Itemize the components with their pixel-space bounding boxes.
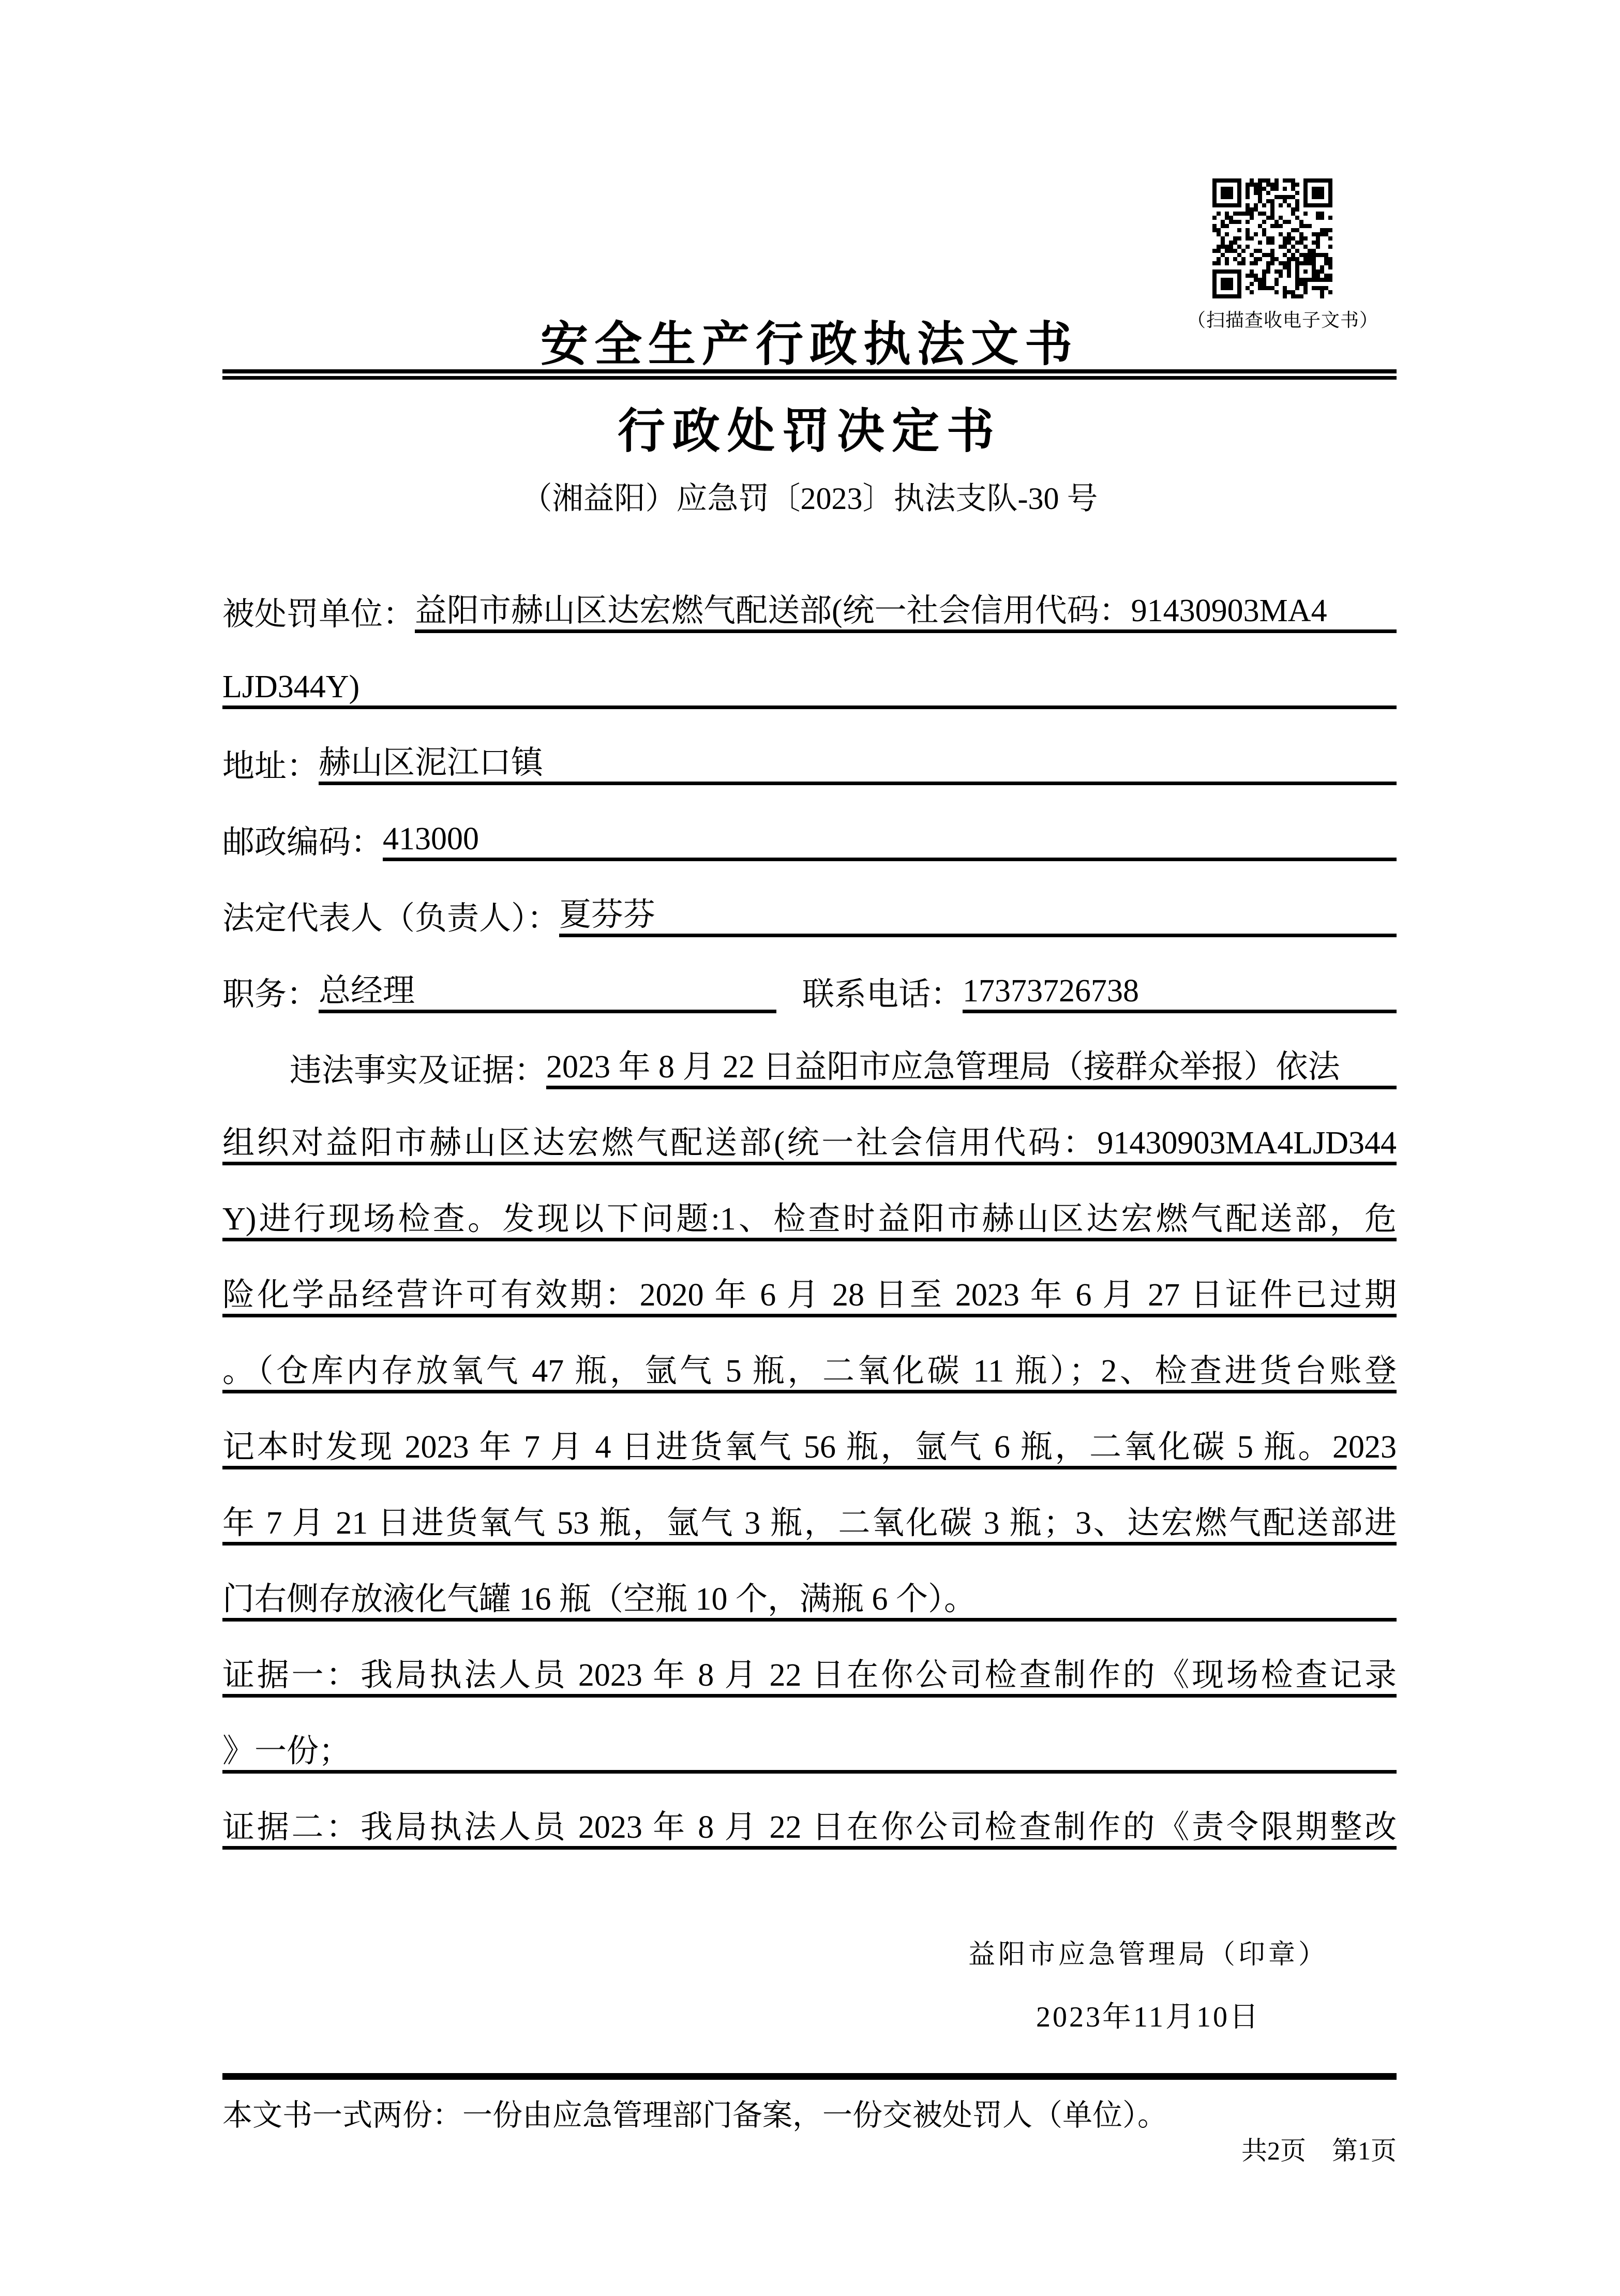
postcode-value: 413000 [383,821,1397,861]
qr-caption: （扫描查收电子文书） [1187,310,1379,331]
legal-rep-label: 法定代表人（负责人）： [222,901,560,936]
evidence1-text-1: 证据一：我局执法人员 2023 年 8 月 22 日在你公司检查制作的《现场检查记录 [222,1657,1397,1698]
field-legal-rep [222,861,1397,937]
facts-text-2: 组织对益阳市赫山区达宏燃气配送部(统一社会信用代码：91430903MA4LJD344 [222,1125,1397,1165]
address-label: 地址： [222,748,319,784]
facts-line-4 [222,1241,1397,1317]
footer-divider [222,2073,1397,2080]
facts-line-3 [222,1165,1397,1241]
facts-line-8 [222,1545,1397,1622]
punished-unit-value-line1: 益阳市赫山区达宏燃气配送部(统一社会信用代码：91430903MA4 [415,593,1397,633]
address-value: 赫山区泥江口镇 [319,745,1397,785]
facts-text-7: 年 7 月 21 日进货氧气 53 瓶，氩气 3 瓶，二氧化碳 3 瓶；3、达宏燃气配送部进 [222,1505,1397,1545]
facts-line-2 [222,1089,1397,1165]
evidence1-line-2 [222,1698,1397,1774]
footer-note: 本文书一式两份：一份由应急管理部门备案，一份交被处罚人（单位）。 [222,2098,1168,2132]
field-address [222,709,1397,785]
evidence1-text-2: 》一份； [222,1733,1397,1774]
facts-text-6: 记本时发现 2023 年 7 月 4 日进货氧气 56 瓶，氩气 6 瓶，二氧化碳 5 瓶。2023 [222,1429,1397,1469]
page-indicator: 共2页 第1页 [1241,2136,1397,2165]
facts-line-1 [222,1013,1397,1089]
facts-text-5: 。（仓库内存放氧气 47 瓶，氩气 5 瓶，二氧化碳 11 瓶）；2、检查进货台账登 [222,1353,1397,1393]
issue-date: 2023年11月10日 [1036,2001,1261,2033]
evidence1-line-1 [222,1622,1397,1698]
punished-unit-label: 被处罚单位： [222,596,415,632]
document-body [222,557,1397,1850]
field-punished-unit [222,557,1397,633]
qr-code-icon [1212,178,1332,298]
field-postcode [222,785,1397,861]
document-title: 行政处罚决定书 [617,405,1001,458]
facts-text-1: 2023 年 8 月 22 日益阳市应急管理局（接群众举报）依法 [546,1049,1397,1089]
position-value: 总经理 [319,973,776,1013]
evidence2-line-1 [222,1774,1397,1850]
facts-line-5 [222,1317,1397,1393]
document-category-title: 安全生产行政执法文书 [540,318,1078,371]
field-position-phone [222,937,1397,1013]
position-label: 职务： [222,977,319,1012]
facts-line-7 [222,1469,1397,1545]
facts-text-3: Y)进行现场检查。发现以下问题:1、检查时益阳市赫山区达宏燃气配送部，危 [222,1201,1397,1241]
field-punished-unit-continued [222,633,1397,709]
phone-label: 联系电话： [802,977,963,1012]
facts-text-4: 险化学品经营许可有效期：2020 年 6 月 28 日至 2023 年 6 月 27 日证件已过期 [222,1277,1397,1317]
facts-text-8: 门右侧存放液化气罐 16 瓶（空瓶 10 个，满瓶 6 个）。 [222,1581,1397,1622]
phone-value: 17373726738 [963,973,1397,1013]
legal-rep-value: 夏芬芬 [559,897,1397,937]
signature-block [916,1932,1381,2035]
punished-unit-value-line2: LJD344Y) [222,669,1397,709]
issuing-authority: 益阳市应急管理局（印章） [968,1940,1328,1970]
evidence2-text-1: 证据二：我局执法人员 2023 年 8 月 22 日在你公司检查制作的《责令限期整改 [222,1809,1397,1850]
postcode-label: 邮政编码： [222,824,383,860]
title-divider [222,369,1397,380]
document-number: （湘益阳）应急罚〔2023〕执法支队-30 号 [521,482,1098,516]
facts-label: 违法事实及证据： [290,1053,547,1088]
facts-line-6 [222,1393,1397,1469]
